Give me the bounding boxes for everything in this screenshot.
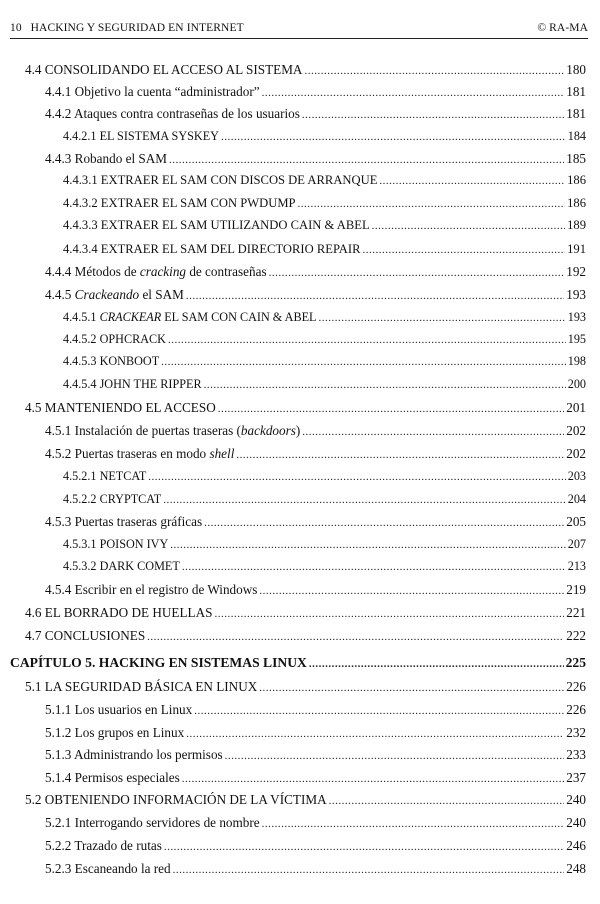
toc-entry-title bbox=[45, 264, 269, 280]
toc-page-number: 219 bbox=[566, 582, 586, 597]
dot-leader bbox=[194, 705, 564, 717]
dot-leader bbox=[329, 795, 565, 807]
dot-leader bbox=[214, 608, 564, 620]
toc-entry-title: 4.4.3.2 EXTRAER EL SAM CON PWDUMP bbox=[63, 196, 296, 210]
toc-entry bbox=[0, 537, 600, 557]
dot-leader bbox=[221, 131, 566, 143]
toc-entry bbox=[0, 106, 600, 126]
book-title: HACKING Y SEGURIDAD EN INTERNET bbox=[30, 22, 244, 34]
toc-page-number: 181 bbox=[566, 84, 586, 99]
toc-entry-title: 4.5.3 Puertas traseras gráficas bbox=[45, 514, 203, 529]
toc-entry-title: 4.4.5.3 KONBOOT bbox=[63, 354, 160, 368]
toc-entry-title: 4.5 MANTENIENDO EL ACCESO bbox=[25, 400, 216, 415]
publisher: © RA-MA bbox=[537, 22, 588, 34]
dot-leader bbox=[173, 864, 565, 876]
toc-entry bbox=[0, 129, 600, 149]
toc-entry bbox=[0, 264, 600, 284]
toc-page-number: 246 bbox=[566, 838, 586, 853]
toc-entry-title: 4.4.3.1 EXTRAER EL SAM CON DISCOS DE ARRANQUE bbox=[63, 173, 378, 187]
toc-entry bbox=[0, 559, 600, 579]
toc-page-number: 221 bbox=[566, 605, 586, 620]
toc-entry-title bbox=[45, 446, 236, 462]
toc-entry-title: 4.4.3 Robando el SAM bbox=[45, 151, 167, 166]
dot-leader bbox=[309, 658, 564, 670]
toc-page-number: 184 bbox=[567, 129, 586, 143]
dot-leader bbox=[147, 631, 564, 643]
dot-leader bbox=[372, 220, 565, 232]
toc-title-emphasis: shell bbox=[209, 446, 235, 461]
toc-page-number: 186 bbox=[567, 173, 586, 187]
toc-page-number: 240 bbox=[566, 792, 586, 807]
toc-entry-title: 5.1.2 Los grupos en Linux bbox=[45, 725, 185, 740]
dot-leader bbox=[304, 65, 564, 77]
dot-leader bbox=[225, 750, 565, 762]
toc-title-part: 4.5.2 Puertas traseras en modo bbox=[45, 446, 210, 461]
toc-entry-title: 4.4.2.1 EL SISTEMA SYSKEY bbox=[63, 129, 219, 143]
dot-leader bbox=[170, 539, 565, 551]
toc-entry-title: 4.4.2 Ataques contra contraseñas de los usuarios bbox=[45, 106, 300, 121]
toc-page-number: 226 bbox=[566, 702, 586, 717]
dot-leader bbox=[379, 175, 565, 187]
toc-entry-title: 4.5.3.1 POISON IVY bbox=[63, 537, 169, 551]
running-header bbox=[10, 22, 588, 34]
toc-entry bbox=[0, 196, 600, 216]
toc-page-number: 240 bbox=[566, 815, 586, 830]
toc-entry bbox=[0, 332, 600, 352]
toc-entry-title: 5.2.1 Interrogando servidores de nombre bbox=[45, 815, 260, 830]
dot-leader bbox=[164, 841, 564, 853]
toc-page-number: 192 bbox=[566, 264, 586, 279]
toc-entry-title: 5.2 OBTENIENDO INFORMACIÓN DE LA VÍCTIMA bbox=[25, 792, 327, 807]
toc-entry-title: 4.4.5.2 OPHCRACK bbox=[63, 332, 166, 346]
toc-entry bbox=[0, 582, 600, 602]
page-number: 10 bbox=[10, 22, 22, 34]
toc-title-emphasis: CRACKEAR bbox=[99, 310, 162, 324]
dot-leader bbox=[362, 244, 565, 256]
toc-entry bbox=[0, 514, 600, 534]
dot-leader bbox=[168, 334, 566, 346]
toc-title-part: 4.4.5.1 bbox=[63, 310, 100, 324]
toc-title-part: 4.4.4 Métodos de bbox=[45, 264, 140, 279]
dot-leader bbox=[186, 290, 564, 302]
toc-entry-title: 5.1.3 Administrando los permisos bbox=[45, 747, 223, 762]
dot-leader bbox=[186, 728, 564, 740]
toc-page-number: 185 bbox=[566, 151, 586, 166]
toc-entry-title: CAPÍTULO 5. HACKING EN SISTEMAS LINUX bbox=[10, 655, 307, 670]
toc-page-number: 195 bbox=[567, 332, 586, 346]
toc-title-part: EL SAM CON CAIN & ABEL bbox=[161, 310, 317, 324]
toc-page-number: 222 bbox=[566, 628, 586, 643]
toc-page-number: 198 bbox=[567, 354, 586, 368]
toc-page-number: 204 bbox=[567, 492, 586, 506]
dot-leader bbox=[236, 449, 564, 461]
toc-entry bbox=[0, 492, 600, 512]
dot-leader bbox=[262, 87, 565, 99]
toc-entry-title: 4.6 EL BORRADO DE HUELLAS bbox=[25, 605, 213, 620]
toc-page-number: 226 bbox=[566, 679, 586, 694]
toc-entry-title: 5.1.1 Los usuarios en Linux bbox=[45, 702, 193, 717]
toc-page-number: 201 bbox=[566, 400, 586, 415]
toc-entry bbox=[0, 446, 600, 466]
toc-entry-title: 4.5.3.2 DARK COMET bbox=[63, 559, 180, 573]
toc-entry bbox=[0, 469, 600, 489]
header-rule bbox=[10, 38, 588, 39]
toc-page-number: 180 bbox=[566, 62, 586, 77]
toc-entry bbox=[0, 792, 600, 812]
toc-entry bbox=[0, 679, 600, 699]
toc-entry bbox=[0, 815, 600, 835]
dot-leader bbox=[163, 494, 566, 506]
toc-entry bbox=[0, 354, 600, 374]
toc-entry-title: 4.5.2.2 CRYPTCAT bbox=[63, 492, 162, 506]
toc-entry bbox=[0, 84, 600, 104]
toc-entry bbox=[0, 242, 600, 262]
toc-title-part: 4.4.5 bbox=[45, 287, 75, 302]
toc-page-number: 202 bbox=[566, 446, 586, 461]
header-left bbox=[10, 22, 244, 34]
dot-leader bbox=[218, 403, 564, 415]
toc-entry bbox=[0, 218, 600, 238]
toc-entry-title: 4.4.3.4 EXTRAER EL SAM DEL DIRECTORIO REPAIR bbox=[63, 242, 361, 256]
toc-entry bbox=[0, 423, 600, 443]
toc-title-part: de contraseñas bbox=[186, 264, 267, 279]
toc-entry-title: 4.4 CONSOLIDANDO EL ACCESO AL SISTEMA bbox=[25, 62, 303, 77]
toc-page-number: 207 bbox=[567, 537, 586, 551]
toc-entry-title: 4.5.2.1 NETCAT bbox=[63, 469, 147, 483]
toc-title-emphasis: backdoors bbox=[240, 423, 296, 438]
toc-page-number: 233 bbox=[566, 747, 586, 762]
toc-page-number: 186 bbox=[567, 196, 586, 210]
toc-entry-title bbox=[45, 287, 186, 303]
toc-entry bbox=[0, 287, 600, 307]
dot-leader bbox=[182, 773, 564, 785]
toc-page-number: 225 bbox=[565, 655, 586, 670]
toc-entry bbox=[0, 173, 600, 193]
dot-leader bbox=[148, 471, 565, 483]
toc-title-part: 4.5.1 Instalación de puertas traseras ( bbox=[45, 423, 241, 438]
dot-leader bbox=[262, 818, 565, 830]
toc-page-number: 213 bbox=[567, 559, 586, 573]
toc-entry bbox=[0, 747, 600, 767]
toc-title-part: ) bbox=[295, 423, 301, 438]
dot-leader bbox=[259, 682, 564, 694]
dot-leader bbox=[318, 312, 565, 324]
dot-leader bbox=[204, 379, 566, 391]
toc-entry-title: 4.4.1 Objetivo la cuenta “administrador” bbox=[45, 84, 260, 99]
dot-leader bbox=[182, 561, 566, 573]
toc-entry bbox=[0, 628, 600, 648]
toc-page-number: 181 bbox=[566, 106, 586, 121]
toc-entry-title: 4.4.3.3 EXTRAER EL SAM UTILIZANDO CAIN & ABEL bbox=[63, 218, 370, 232]
toc-page-number: 193 bbox=[566, 287, 586, 302]
toc-page-number: 193 bbox=[567, 310, 586, 324]
toc-page-number: 237 bbox=[566, 770, 586, 785]
toc-entry bbox=[0, 605, 600, 625]
dot-leader bbox=[161, 356, 566, 368]
dot-leader bbox=[204, 517, 564, 529]
toc-page-number: 232 bbox=[566, 725, 586, 740]
toc-entry bbox=[0, 377, 600, 397]
toc-entry-title: 4.7 CONCLUSIONES bbox=[25, 628, 146, 643]
toc-entry bbox=[0, 151, 600, 171]
toc-title-part: el SAM bbox=[139, 287, 184, 302]
toc-page-number: 202 bbox=[566, 423, 586, 438]
toc-title-emphasis: cracking bbox=[139, 264, 187, 279]
toc-entry bbox=[0, 861, 600, 881]
toc-page-number: 189 bbox=[567, 218, 586, 232]
toc-entry bbox=[0, 702, 600, 722]
toc-entry-title bbox=[45, 423, 302, 439]
toc-chapter-entry bbox=[0, 655, 600, 675]
dot-leader bbox=[269, 267, 565, 279]
toc-entry bbox=[0, 725, 600, 745]
toc-entry-title: 5.1 LA SEGURIDAD BÁSICA EN LINUX bbox=[25, 679, 258, 694]
toc-page-number: 191 bbox=[567, 242, 586, 256]
dot-leader bbox=[298, 198, 566, 210]
toc-entry-title bbox=[63, 310, 318, 325]
dot-leader bbox=[169, 154, 564, 166]
toc-page-number: 200 bbox=[567, 377, 586, 391]
toc-page-number: 248 bbox=[566, 861, 586, 876]
toc-title-emphasis: Crackeando bbox=[74, 287, 140, 302]
dot-leader bbox=[259, 585, 564, 597]
dot-leader bbox=[302, 109, 564, 121]
toc-entry bbox=[0, 62, 600, 82]
toc-entry-title: 5.2.3 Escaneando la red bbox=[45, 861, 171, 876]
dot-leader bbox=[302, 426, 564, 438]
toc-entry-title: 5.2.2 Trazado de rutas bbox=[45, 838, 162, 853]
toc-page-number: 203 bbox=[567, 469, 586, 483]
toc-entry-title: 4.4.5.4 JOHN THE RIPPER bbox=[63, 377, 202, 391]
toc-entry bbox=[0, 310, 600, 330]
toc-entry bbox=[0, 838, 600, 858]
toc-entry bbox=[0, 400, 600, 420]
toc-entry bbox=[0, 770, 600, 790]
toc-entry-title: 4.5.4 Escribir en el registro de Windows bbox=[45, 582, 258, 597]
toc-page-number: 205 bbox=[566, 514, 586, 529]
toc-entry-title: 5.1.4 Permisos especiales bbox=[45, 770, 180, 785]
